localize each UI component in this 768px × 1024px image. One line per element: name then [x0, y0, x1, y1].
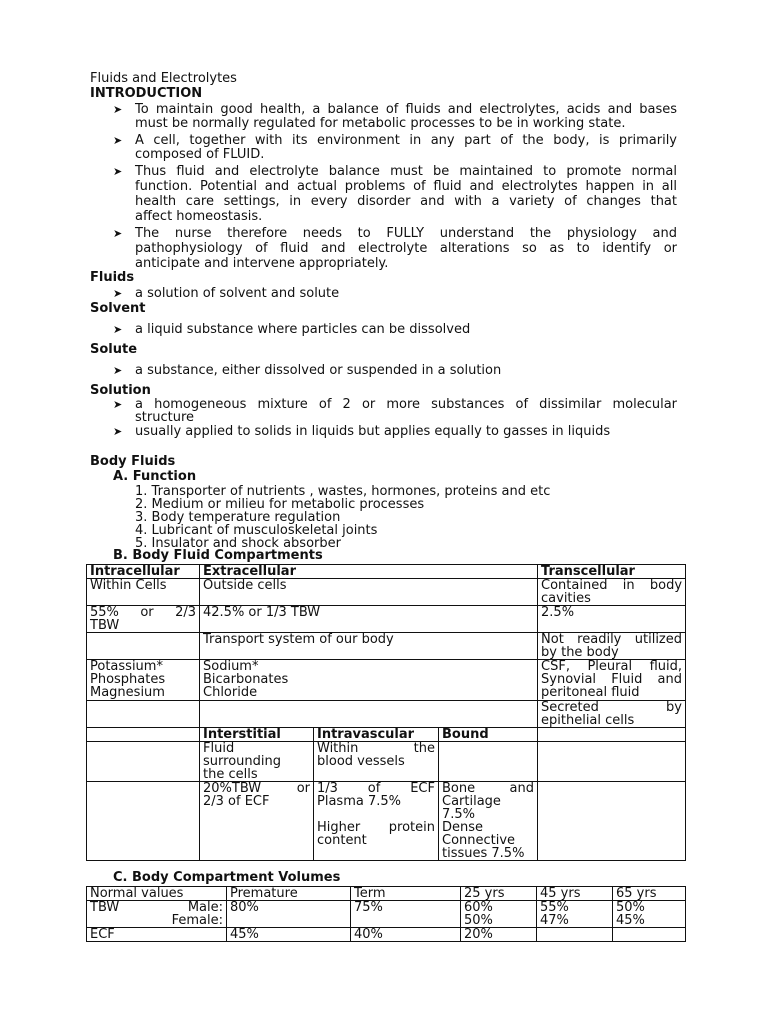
cell-line: the cells	[203, 767, 258, 782]
header-transcellular: Transcellular	[538, 565, 686, 579]
cell	[314, 782, 439, 861]
body-fluids-heading: Body Fluids	[90, 454, 176, 469]
compartments-heading: B. Body Fluid Compartments	[113, 548, 323, 563]
cell-line: 20%TBW or	[203, 781, 310, 796]
cell	[200, 742, 314, 782]
cell: 45%	[227, 928, 351, 942]
solution-definition-1-line-1: a homogeneous mixture of 2 or more substances of dissimilar molecular	[135, 397, 677, 412]
cell-line: 50%	[616, 900, 645, 915]
function-item-1: 1. Transporter of nutrients , wastes, hormones, proteins and etc	[135, 484, 551, 499]
cell-line: TBW	[90, 618, 120, 633]
cell	[538, 782, 686, 861]
compartments-table	[86, 564, 686, 861]
cell-line: Synovial Fluid and	[541, 672, 683, 687]
header-premature: Premature	[227, 887, 351, 901]
cell	[538, 660, 686, 701]
cell: Within Cells	[87, 579, 200, 606]
tbw-male-line	[90, 901, 223, 914]
cell-line: peritoneal fluid	[541, 685, 640, 700]
cell-line: Phosphates	[90, 672, 166, 687]
cell-line: 7.5%	[442, 807, 476, 822]
cell-line: 47%	[540, 913, 569, 928]
arrow-bullet-icon: ➤	[113, 165, 123, 178]
cell	[538, 742, 686, 782]
cell: 42.5% or 1/3 TBW	[200, 606, 538, 633]
cell-line: Higher protein	[317, 820, 435, 835]
cell	[461, 901, 537, 928]
table-row	[87, 928, 686, 942]
cell-line: Plasma 7.5%	[317, 794, 401, 809]
cell-line: Fluid	[203, 741, 235, 756]
header-25-yrs: 25 yrs	[461, 887, 537, 901]
table-header-row	[87, 565, 686, 579]
cell	[200, 701, 538, 728]
cell	[537, 901, 613, 928]
fluids-definition: a solution of solvent and solute	[135, 286, 340, 301]
arrow-bullet-icon: ➤	[113, 425, 123, 438]
cell-line: 1/3 of ECF	[317, 781, 435, 796]
header-extracellular: Extracellular	[200, 565, 538, 579]
cell-line: Bone and	[442, 781, 535, 796]
cell-line: Magnesium	[90, 685, 165, 700]
cell	[439, 782, 538, 861]
cell-line: 50%	[464, 913, 493, 928]
cell-line: 55% or 2/3	[90, 605, 196, 620]
cell-line: Chloride	[203, 685, 258, 700]
cell-line: Bicarbonates	[203, 672, 289, 687]
intro-bullet-1-line-1: To maintain good health, a balance of fluids and electrolytes, acids and bases	[135, 102, 677, 117]
cell-line: CSF, Pleural fluid,	[541, 659, 683, 674]
cell-line: 45%	[616, 913, 645, 928]
table-header-row	[87, 887, 686, 901]
cell	[314, 742, 439, 782]
function-item-2: 2. Medium or milieu for metabolic processes	[135, 497, 425, 512]
document-title: Fluids and Electrolytes	[90, 71, 237, 86]
intro-bullet-4-line-3: anticipate and intervene appropriately.	[135, 256, 389, 271]
cell-line: Potassium*	[90, 659, 163, 674]
cell-line: cavities	[541, 591, 591, 606]
cell-line: 60%	[464, 900, 493, 915]
cell: 20%	[461, 928, 537, 942]
table-row	[87, 901, 686, 928]
cell-line: 55%	[540, 900, 569, 915]
cell	[613, 901, 686, 928]
intro-bullet-3-line-3: health care settings, in every disorder and with a variety of changes that	[135, 194, 677, 209]
cell-line: epithelial cells	[541, 713, 635, 728]
intro-heading: INTRODUCTION	[90, 86, 203, 101]
intro-bullet-2-line-1: A cell, together with its environment in any part of the body, is primarily	[135, 133, 677, 148]
intro-bullet-1-line-2: must be normally regulated for metabolic processes to be in working state.	[135, 116, 626, 131]
header-45-yrs: 45 yrs	[537, 887, 613, 901]
cell	[87, 901, 227, 928]
function-item-5: 5. Insulator and shock absorber	[135, 536, 341, 551]
arrow-bullet-icon: ➤	[113, 398, 123, 411]
cell-line: Dense	[442, 820, 484, 835]
table-row	[87, 633, 686, 660]
arrow-bullet-icon: ➤	[113, 323, 123, 336]
header-bound: Bound	[439, 728, 538, 742]
arrow-bullet-icon: ➤	[113, 364, 123, 377]
solution-definition-1-line-2: structure	[135, 410, 194, 425]
cell: 40%	[351, 928, 461, 942]
table-row	[87, 782, 686, 861]
tbw-label: TBW	[90, 900, 120, 915]
cell	[613, 928, 686, 942]
cell	[538, 633, 686, 660]
cell	[200, 660, 538, 701]
intro-bullet-2-line-2: composed of FLUID.	[135, 147, 265, 162]
function-item-3: 3. Body temperature regulation	[135, 510, 341, 525]
cell-line: 2/3 of ECF	[203, 794, 270, 809]
solute-definition: a substance, either dissolved or suspended in a solution	[135, 363, 502, 378]
male-label: Male:	[187, 900, 223, 915]
cell-line: Within the	[317, 741, 435, 756]
arrow-bullet-icon: ➤	[113, 134, 123, 147]
cell-line: by the body	[541, 645, 619, 660]
solvent-heading: Solvent	[90, 301, 146, 316]
volumes-heading: C. Body Compartment Volumes	[113, 870, 341, 885]
arrow-bullet-icon: ➤	[113, 227, 123, 240]
cell: 80%	[227, 901, 351, 928]
solute-heading: Solute	[90, 342, 138, 357]
table-row	[87, 606, 686, 633]
cell-line: Connective	[442, 833, 516, 848]
solution-definition-2: usually applied to solids in liquids but applies equally to gasses in liquids	[135, 424, 611, 439]
table-row	[87, 579, 686, 606]
intro-bullet-3-line-4: affect homeostasis.	[135, 209, 263, 224]
cell: Transport system of our body	[200, 633, 538, 660]
header-intracellular: Intracellular	[87, 565, 200, 579]
cell-line: Cartilage	[442, 794, 501, 809]
arrow-bullet-icon: ➤	[113, 287, 123, 300]
cell	[87, 606, 200, 633]
header-normal-values: Normal values	[87, 887, 227, 901]
header-intravascular: Intravascular	[314, 728, 439, 742]
cell: ECF	[87, 928, 227, 942]
cell	[87, 728, 200, 742]
cell: Outside cells	[200, 579, 538, 606]
header-65-yrs: 65 yrs	[613, 887, 686, 901]
table-row	[87, 701, 686, 728]
volumes-table	[86, 886, 686, 942]
cell-line: blood vessels	[317, 754, 405, 769]
cell	[87, 742, 200, 782]
function-heading: A. Function	[113, 469, 197, 484]
female-label: Female:	[171, 913, 223, 928]
cell	[538, 579, 686, 606]
intro-bullet-3-line-1: Thus fluid and electrolyte balance must be maintained to promote normal	[135, 164, 677, 179]
cell-line: Secreted by	[541, 700, 683, 715]
cell-line: Not readily utilized	[541, 632, 683, 647]
table-row	[87, 660, 686, 701]
cell-line: Sodium*	[203, 659, 259, 674]
cell: 2.5%	[538, 606, 686, 633]
cell	[439, 742, 538, 782]
cell	[538, 728, 686, 742]
cell-line: surrounding	[203, 754, 281, 769]
fluids-heading: Fluids	[90, 270, 135, 285]
cell-line: content	[317, 833, 367, 848]
cell	[87, 660, 200, 701]
header-interstitial: Interstitial	[200, 728, 314, 742]
solvent-definition: a liquid substance where particles can be dissolved	[135, 322, 471, 337]
cell-line: Contained in body	[541, 578, 683, 593]
header-term: Term	[351, 887, 461, 901]
cell	[87, 701, 200, 728]
cell: 75%	[351, 901, 461, 928]
function-item-4: 4. Lubricant of musculoskeletal joints	[135, 523, 378, 538]
cell	[87, 633, 200, 660]
cell	[537, 928, 613, 942]
cell	[200, 782, 314, 861]
intro-bullet-3-line-2: function. Potential and actual problems of fluid and electrolytes happen in all	[135, 179, 677, 194]
cell	[538, 701, 686, 728]
cell	[87, 782, 200, 861]
table-row	[87, 742, 686, 782]
cell-line: tissues 7.5%	[442, 846, 525, 861]
arrow-bullet-icon: ➤	[113, 103, 123, 116]
solution-heading: Solution	[90, 383, 151, 398]
table-subheader-row	[87, 728, 686, 742]
intro-bullet-4-line-1: The nurse therefore needs to FULLY understand the physiology and	[135, 226, 677, 241]
intro-bullet-4-line-2: pathophysiology of fluid and electrolyte alterations so as to identify or	[135, 241, 677, 256]
